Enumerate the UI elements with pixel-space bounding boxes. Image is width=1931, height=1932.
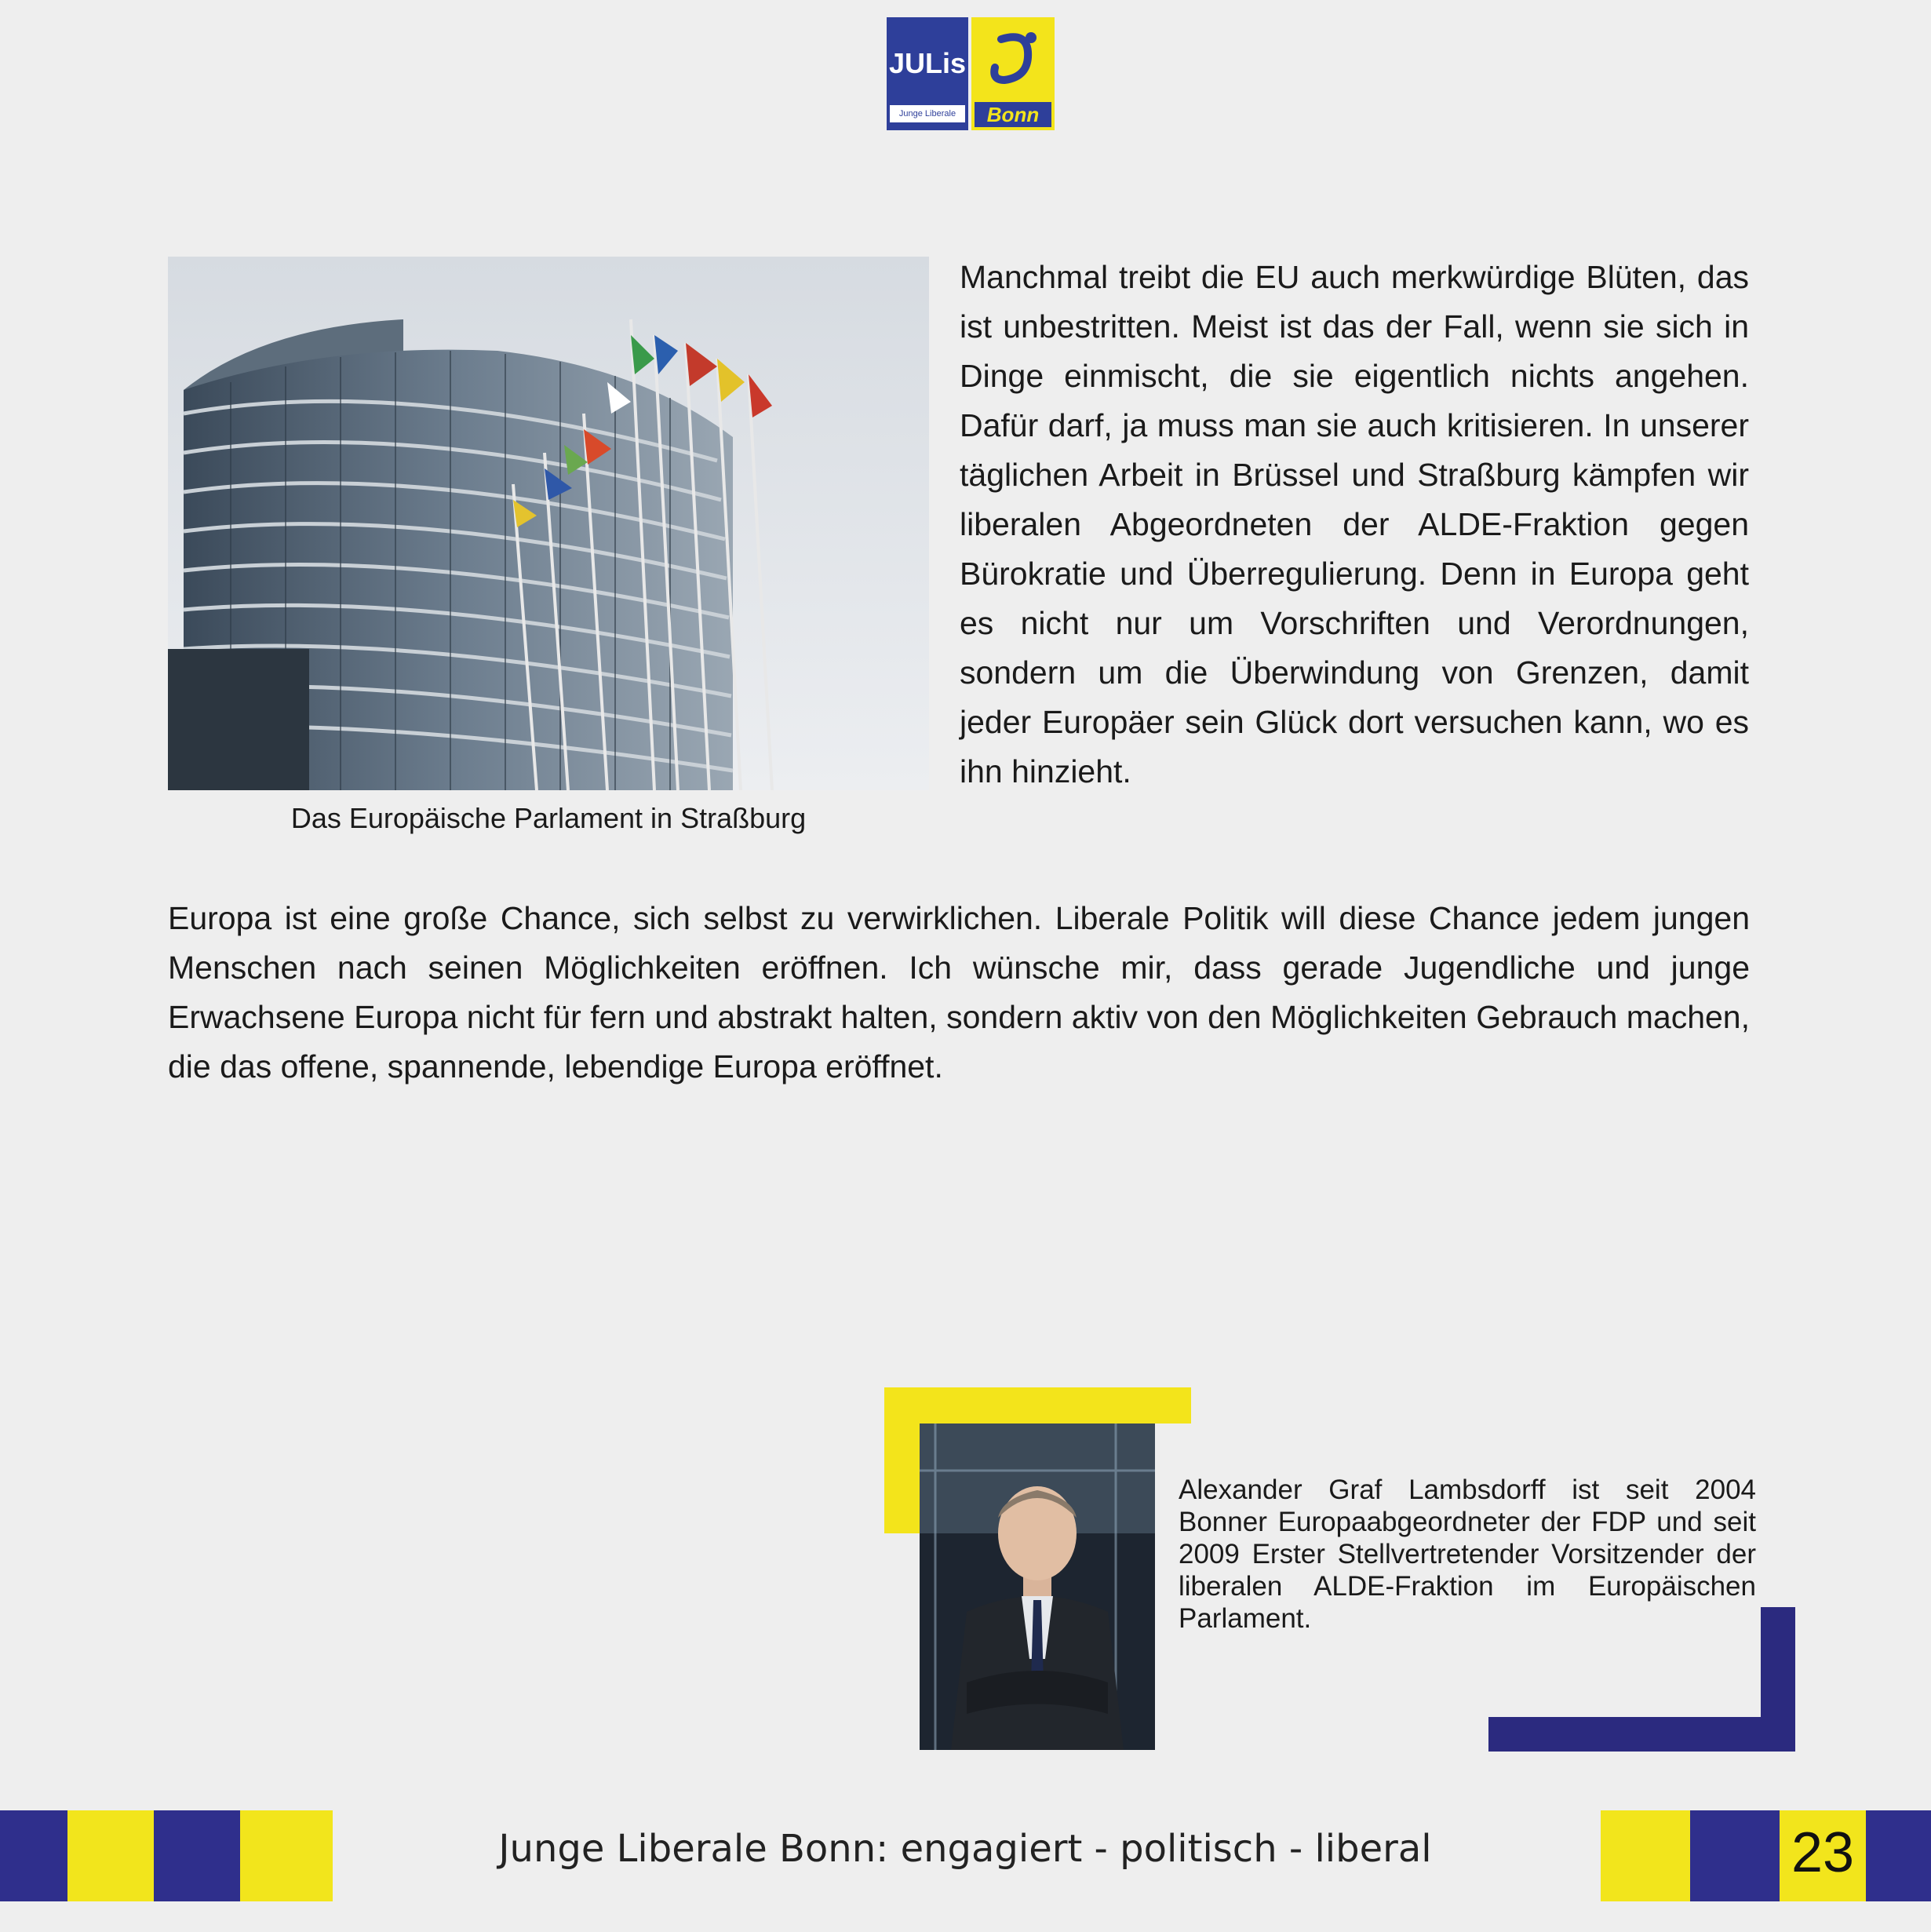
footer-square-navy — [1690, 1810, 1780, 1901]
portrait-caption: Alexander Graf Lambsdorff ist seit 2004 Bonner Europaabgeordneter der FDP und seit 2009 Erster Stellvertretender Vorsitzender der liberalen ALDE-Fraktion im Europäischen Parlament. — [1179, 1475, 1756, 1634]
portrait-photo — [920, 1423, 1155, 1750]
logo-subtitle: Junge Liberale — [890, 105, 965, 122]
page-number: 23 — [1791, 1821, 1855, 1884]
footer-square-yellow — [240, 1810, 333, 1901]
corner-frame-navy-horizontal — [1488, 1717, 1795, 1752]
body-paragraph: Europa ist eine große Chance, sich selbst zu verwirklichen. Liberale Politik will diese Chance jedem jungen Menschen nach seinen Möglichkeiten eröffnen. Ich wünsche mir, dass gerade Jugendliche und junge Erwachsene Europa nicht für fern und abstrakt halten, sondern aktiv von den Möglichkeiten Gebrauch machen, die das offene, spannende, lebendige Europa eröffnet. — [168, 900, 1750, 1084]
portrait-frame-yellow-top — [884, 1387, 1191, 1423]
parliament-caption: Das Europäische Parlament in Straßburg — [290, 802, 807, 834]
parliament-photo — [168, 257, 929, 790]
footer-square-yellow — [1601, 1810, 1690, 1901]
footer-square-navy — [0, 1810, 67, 1901]
juli-bonn-logo — [887, 17, 1055, 130]
footer-square-yellow — [67, 1810, 154, 1901]
intro-paragraph: Manchmal treibt die EU auch merkwürdige Blüten, das ist unbestritten. Meist ist das der Fall, wenn sie sich in Dinge einmischt, die sie eigentlich nichts angehen. Dafür darf, ja muss man sie auch kritisieren. In unserer täglichen Arbeit in Brüssel und Straßburg kämpfen wir liberalen Abgeordneten der ALDE-Fraktion gegen Bürokratie und Überregulierung. Denn in Europa geht es nicht nur um Vorschriften und Verordnungen, sondern um die Überwindung von Grenzen, damit jeder Europäer sein Glück dort versuchen kann, wo es ihn hinzieht. — [960, 259, 1749, 789]
portrait-frame-yellow-side — [884, 1387, 920, 1533]
logo-juli-text: JULis — [888, 47, 967, 79]
footer-square-navy — [1866, 1810, 1931, 1901]
footer-slogan: Junge Liberale Bonn: engagiert - politisch - liberal — [498, 1827, 1432, 1871]
footer-square-navy — [154, 1810, 240, 1901]
logo-city: Bonn — [975, 102, 1051, 127]
logo-swirl-icon — [986, 28, 1040, 96]
